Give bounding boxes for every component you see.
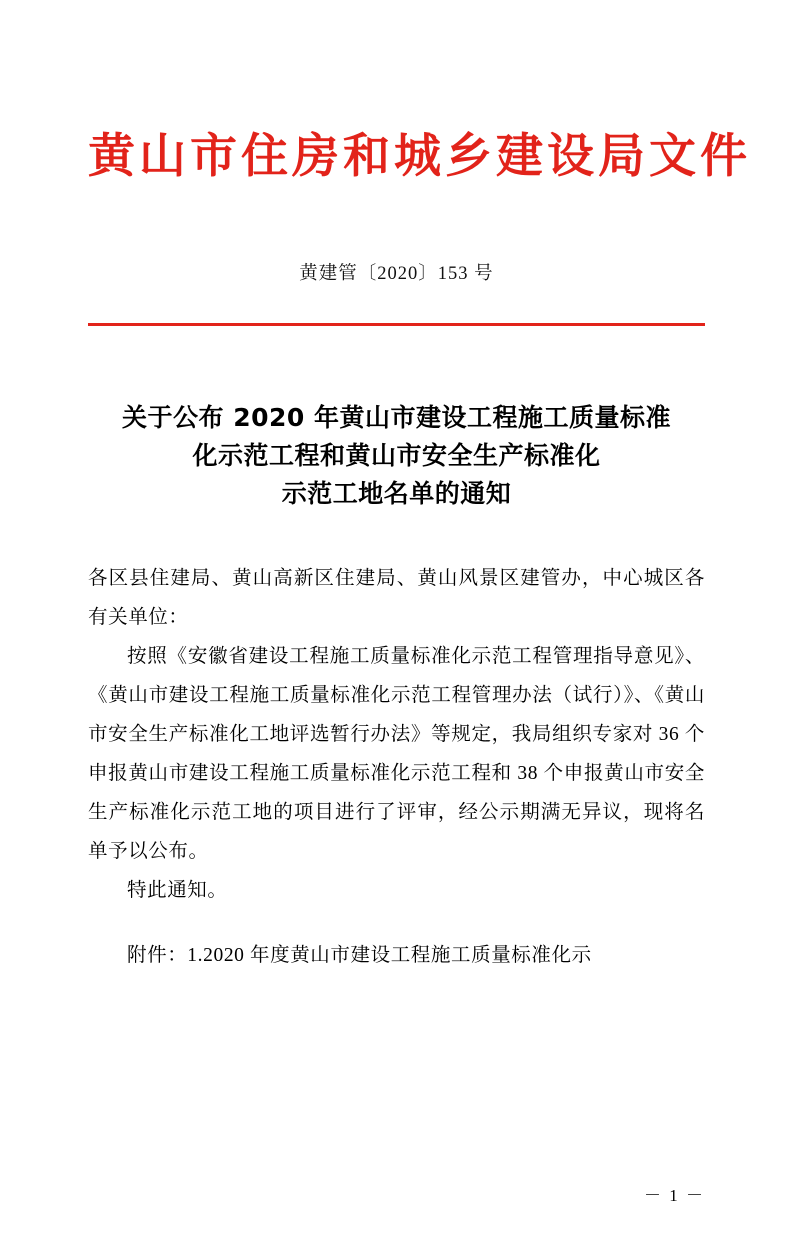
document-body [88,559,705,910]
attachment-line: 附件：1.2020 年度黄山市建设工程施工质量标准化示 [127,945,592,967]
red-separator-rule [88,323,705,327]
document-page [0,128,793,1250]
page-number: － 1 － [644,1186,705,1205]
document-title-line-1: 关于公布 2020 年黄山市建设工程施工质量标准 [122,403,671,433]
body-paragraph-closing: 特此通知。 [127,880,228,902]
document-title [88,399,705,513]
document-header-title: 黄山市住房和城乡建设局文件 [88,129,751,184]
document-title-line-2: 化示范工程和黄山市安全生产标准化 [192,441,601,471]
document-title-line-3: 示范工地名单的通知 [281,479,512,509]
body-paragraph-main: 按照《安徽省建设工程施工质量标准化示范工程管理指导意见》、《黄山市建设工程施工质量标准化示范工程管理办法（试行）》、《黄山市安全生产标准化工地评选暂行办法》等规定，我局组织专家对 36 个申报黄山市建设工程施工质量标准化示范工程和 38 个申报黄山市安全生产标准化示范工地的项目进行了评审，经公示期满无异议，现将名单予以公布。 [88,646,705,863]
body-paragraph-recipients: 各区县住建局、黄山高新区住建局、黄山风景区建管办，中心城区各有关单位： [88,568,705,629]
document-number: 黄建管〔2020〕153 号 [299,263,494,284]
